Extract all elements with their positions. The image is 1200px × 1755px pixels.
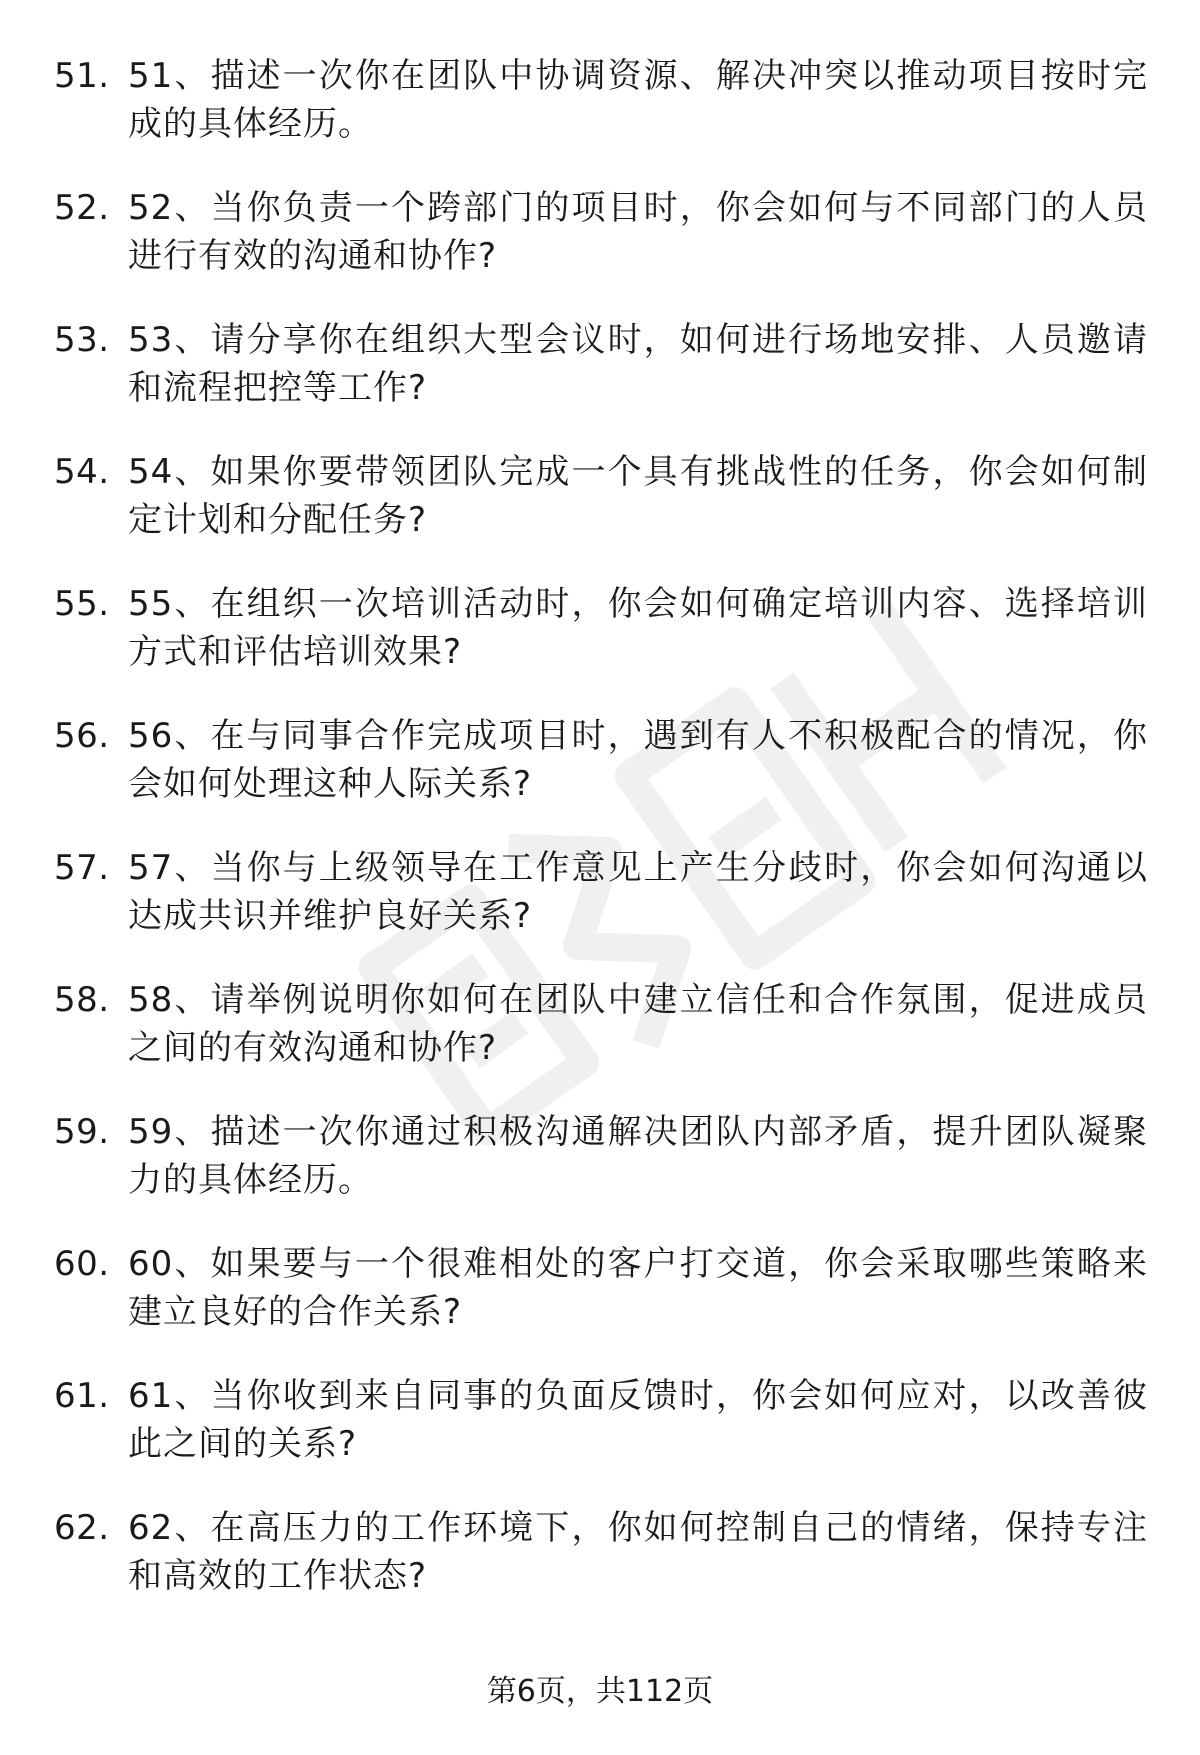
question-text: 62、在高压力的工作环境下，你如何控制自己的情绪，保持专注和高效的工作状态?: [128, 1508, 1148, 1596]
question-text: 60、如果要与一个很难相处的客户打交道，你会采取哪些策略来建立良好的合作关系?: [128, 1244, 1148, 1332]
question-item: [0, 52, 1200, 184]
question-text: 58、请举例说明你如何在团队中建立信任和合作氛围，促进成员之间的有效沟通和协作?: [128, 980, 1148, 1068]
question-number: 58.: [54, 980, 110, 1020]
question-text: 54、如果你要带领团队完成一个具有挑战性的任务，你会如何制定计划和分配任务?: [128, 452, 1148, 540]
question-number: 56.: [54, 716, 110, 756]
question-number: 60.: [54, 1244, 110, 1284]
question-item: [0, 184, 1200, 316]
question-item: [0, 448, 1200, 580]
question-text: 59、描述一次你通过积极沟通解决团队内部矛盾，提升团队凝聚力的具体经历。: [128, 1112, 1148, 1200]
question-number: 62.: [54, 1508, 110, 1548]
question-text: 51、描述一次你在团队中协调资源、解决冲突以推动项目按时完成的具体经历。: [128, 56, 1148, 144]
question-number: 55.: [54, 584, 110, 624]
question-item: [0, 1372, 1200, 1504]
question-item: [0, 976, 1200, 1108]
page-footer: 第6页，共112页: [486, 1674, 714, 1709]
question-text: 56、在与同事合作完成项目时，遇到有人不积极配合的情况，你会如何处理这种人际关系?: [128, 716, 1148, 804]
question-text: 55、在组织一次培训活动时，你会如何确定培训内容、选择培训方式和评估培训效果?: [128, 584, 1148, 672]
question-number: 61.: [54, 1376, 110, 1416]
question-number: 53.: [54, 320, 110, 360]
question-item: [0, 580, 1200, 712]
question-number: 54.: [54, 452, 110, 492]
question-number: 59.: [54, 1112, 110, 1152]
question-item: [0, 1240, 1200, 1372]
question-text: 52、当你负责一个跨部门的项目时，你会如何与不同部门的人员进行有效的沟通和协作?: [128, 188, 1148, 276]
question-text: 57、当你与上级领导在工作意见上产生分歧时，你会如何沟通以达成共识并维护良好关系?: [128, 848, 1148, 936]
question-item: [0, 844, 1200, 976]
question-item: [0, 712, 1200, 844]
question-number: 52.: [54, 188, 110, 228]
question-list: [0, 52, 1200, 1636]
question-item: [0, 316, 1200, 448]
question-item: [0, 1108, 1200, 1240]
question-text: 61、当你收到来自同事的负面反馈时，你会如何应对，以改善彼此之间的关系?: [128, 1376, 1148, 1464]
question-number: 57.: [54, 848, 110, 888]
question-text: 53、请分享你在组织大型会议时，如何进行场地安排、人员邀请和流程把控等工作?: [128, 320, 1148, 408]
question-number: 51.: [54, 56, 110, 96]
question-item: [0, 1504, 1200, 1636]
